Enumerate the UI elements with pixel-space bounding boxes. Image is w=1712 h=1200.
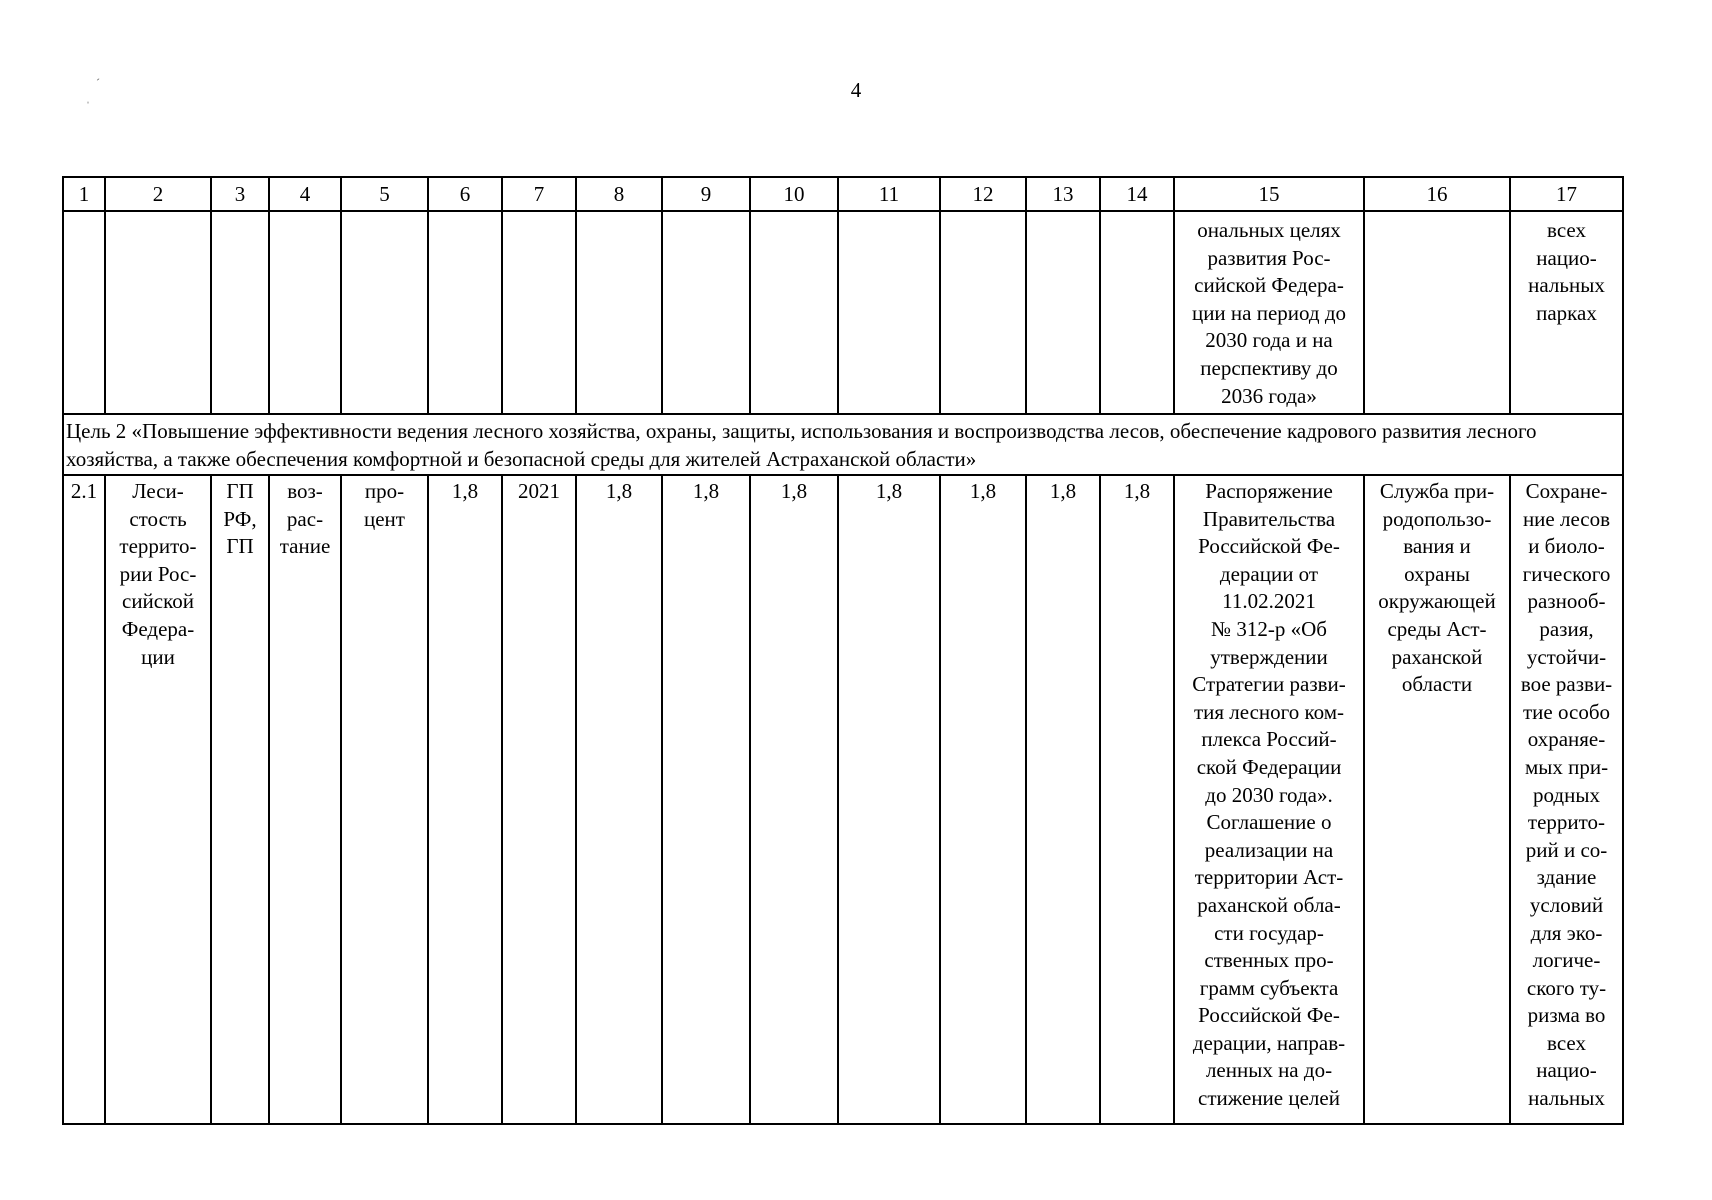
- column-number: 3: [211, 177, 269, 211]
- column-number: 4: [269, 177, 341, 211]
- trend-cell: воз- рас- тание: [269, 475, 341, 1124]
- base-value-cell: 1,8: [428, 475, 502, 1124]
- empty-cell: [838, 211, 940, 414]
- empty-cell: [576, 211, 662, 414]
- column-number: 16: [1364, 177, 1510, 211]
- result-cell-continued: всех нацио- нальных парках: [1510, 211, 1623, 414]
- empty-cell: [940, 211, 1026, 414]
- column-number: 5: [341, 177, 428, 211]
- value-cell: 1,8: [750, 475, 838, 1124]
- scan-speck: ˌ: [86, 90, 90, 104]
- empty-cell: [1100, 211, 1174, 414]
- value-cell: 1,8: [1026, 475, 1100, 1124]
- column-number-row: [63, 177, 1623, 211]
- goal-heading: Цель 2 «Повышение эффективности ведения лесного хозяйства, охраны, защиты, использования и воспроизводства лесов, обеспечение кадрового развития лесного хозяйства, а также обеспечения комфортной и безопасной среды для жителей Астраханской области»: [63, 414, 1623, 475]
- column-number: 17: [1510, 177, 1623, 211]
- column-number: 12: [940, 177, 1026, 211]
- column-number: 11: [838, 177, 940, 211]
- column-number: 2: [105, 177, 211, 211]
- empty-cell: [269, 211, 341, 414]
- empty-cell: [750, 211, 838, 414]
- column-number: 8: [576, 177, 662, 211]
- indicators-table: [62, 176, 1624, 1125]
- continued-row: [63, 211, 1623, 414]
- empty-cell: [502, 211, 576, 414]
- indicator-row-2-1: [63, 475, 1623, 1124]
- legal-basis-cell-continued: ональных целях развития Рос- сийской Федера- ции на период до 2030 года и на перспективу до 2036 года»: [1174, 211, 1364, 414]
- responsible-body-cell: Служба при- родопользо- вания и охраны окружающей среды Аст- раханской области: [1364, 475, 1510, 1124]
- page-number: 4: [850, 78, 862, 102]
- empty-cell: [662, 211, 750, 414]
- column-number: 10: [750, 177, 838, 211]
- column-number: 9: [662, 177, 750, 211]
- empty-cell: [428, 211, 502, 414]
- column-number: 15: [1174, 177, 1364, 211]
- value-cell: 1,8: [576, 475, 662, 1124]
- goal-row: [63, 414, 1623, 475]
- value-cell: 1,8: [1100, 475, 1174, 1124]
- legal-basis-cell: Распоряжение Правительства Российской Фе- дерации от 11.02.2021 № 312-р «Об утверждении Стратегии разви- тия лесного ком- плекса Россий- ской Федерации до 2030 года». Соглашение о реализации на территории Аст- раханской обла- сти государ- ственных про- грамм субъекта Российской Фе- дерации, направ- ленных на до- стижение целей: [1174, 475, 1364, 1124]
- empty-cell: [1026, 211, 1100, 414]
- empty-cell: [63, 211, 105, 414]
- empty-cell: [1364, 211, 1510, 414]
- value-cell: 1,8: [838, 475, 940, 1124]
- expected-result-cell: Сохране- ние лесов и биоло- гического разнооб- разия, устойчи- вое разви- тие особо охраняе- мых при- родных террито- рий и со- здание условий для эко- логиче- ского ту- ризма во всех нацио- нальных: [1510, 475, 1623, 1124]
- value-cell: 1,8: [662, 475, 750, 1124]
- column-number: 6: [428, 177, 502, 211]
- column-number: 13: [1026, 177, 1100, 211]
- indicator-name-cell: Леси- стость террито- рии Рос- сийской Федера- ции: [105, 475, 211, 1124]
- row-number-cell: 2.1: [63, 475, 105, 1124]
- base-year-cell: 2021: [502, 475, 576, 1124]
- program-level-cell: ГП РФ, ГП: [211, 475, 269, 1124]
- column-number: 1: [63, 177, 105, 211]
- scan-speck: ˊ: [96, 76, 100, 90]
- column-number: 7: [502, 177, 576, 211]
- column-number: 14: [1100, 177, 1174, 211]
- unit-cell: про- цент: [341, 475, 428, 1124]
- empty-cell: [105, 211, 211, 414]
- value-cell: 1,8: [940, 475, 1026, 1124]
- empty-cell: [211, 211, 269, 414]
- empty-cell: [341, 211, 428, 414]
